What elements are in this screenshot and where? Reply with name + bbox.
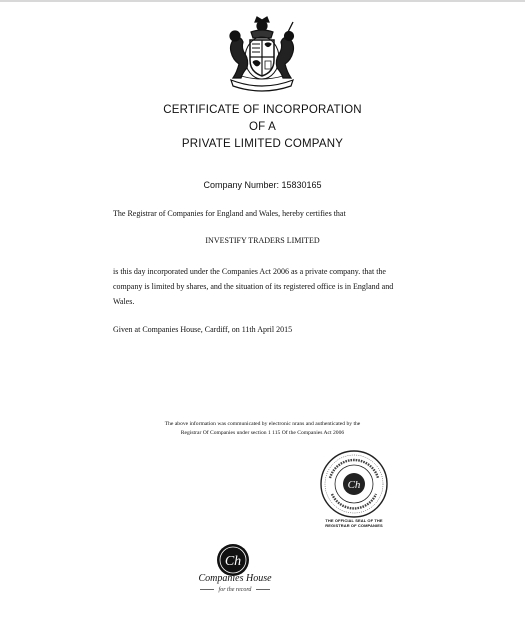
footnote-line-1: The above information was communicated by electronic nrans and authenticated by the (164, 421, 361, 427)
certificate-title-line-3: PRIVATE LIMITED COMPANY (181, 138, 344, 150)
registrar-seal-icon (318, 448, 390, 520)
given-at-paragraph: Given at Companies House, Cardiff, on 11th April 2015 (113, 325, 293, 334)
svg-text:Ch: Ch (347, 479, 361, 491)
company-number: Company Number: 15830165 (203, 180, 322, 190)
certificate-title-line-1: CERTIFICATE OF INCORPORATION (163, 104, 362, 116)
companies-house-tagline (170, 587, 300, 593)
svg-text:Ch: Ch (224, 554, 242, 569)
seal-caption-line-2: REGISTRAR OF COMPANIES (325, 523, 383, 528)
footnote-line-2: Registrar Of Companies under section 1 115 Of the Companies Act 2006 (180, 430, 345, 436)
seal-caption (316, 518, 392, 528)
certificate-title-line-2: OF A (248, 121, 276, 133)
page-top-edge (0, 0, 525, 2)
royal-coat-of-arms-icon (221, 14, 303, 94)
authentication-footnote (0, 420, 525, 438)
tagline-text: for the record (218, 587, 252, 593)
certifies-paragraph: The Registrar of Companies for England and Wales, hereby certifies that (113, 209, 346, 218)
seal-caption-line-1: THE OFFICIAL SEAL OF THE (325, 518, 383, 523)
companies-house-logo-icon (216, 543, 250, 577)
company-name: INVESTIFY TRADERS LIMITED (205, 236, 320, 245)
incorporation-paragraph: is this day incorporated under the Companies Act 2006 as a private company. that the company is limited by shares, and the situation of its registered office is in England and Wales. (113, 267, 394, 306)
companies-house-name: Companies House (198, 573, 272, 584)
